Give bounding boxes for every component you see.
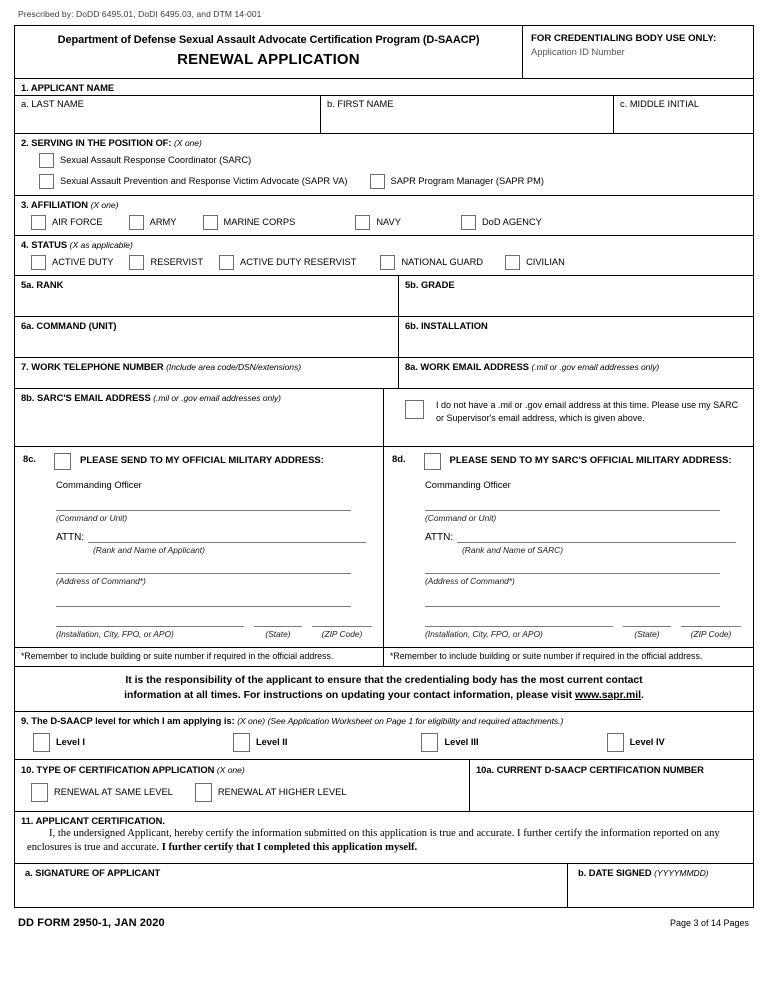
section-2-instruction: (X one) xyxy=(174,137,202,148)
form-footer xyxy=(14,908,754,929)
sarc-official-military-address-8d xyxy=(384,447,753,647)
level-3-label: Level III xyxy=(444,737,479,748)
status-options-row xyxy=(21,255,748,270)
section-3-title xyxy=(21,199,748,210)
renewal-same-level-label: RENEWAL AT SAME LEVEL xyxy=(54,787,173,798)
installation-city-segment-8c[interactable] xyxy=(56,626,244,639)
section-8d-header xyxy=(392,451,745,470)
checkbox-icon[interactable] xyxy=(505,255,520,270)
status-option-civilian-label: CIVILIAN xyxy=(526,257,565,268)
section-4-row xyxy=(15,236,753,276)
section-6-row xyxy=(15,317,753,358)
address-of-command-line-8c[interactable] xyxy=(56,573,375,586)
attn-label-8d: ATTN: xyxy=(425,531,454,543)
checkbox-icon[interactable] xyxy=(461,215,476,230)
checkbox-icon[interactable] xyxy=(129,255,144,270)
section-9-block xyxy=(15,712,753,759)
section-11-title: 11. APPLICANT CERTIFICATION. xyxy=(21,814,165,826)
last-name-label: a. LAST NAME xyxy=(21,98,84,109)
affiliation-option-marine-corps-label: MARINE CORPS xyxy=(223,217,296,228)
section-4-instruction: (X as applicable) xyxy=(69,239,133,250)
no-email-option[interactable] xyxy=(399,389,753,446)
section-4-title xyxy=(21,239,748,250)
section-2-row xyxy=(15,134,753,196)
address-second-rule xyxy=(56,606,351,607)
affiliation-option-dod-agency-label: DoD AGENCY xyxy=(481,217,542,228)
applicant-name-fields-row xyxy=(15,96,753,134)
section-8c-title: PLEASE SEND TO MY OFFICIAL MILITARY ADDRESS: xyxy=(80,454,324,466)
level-options-row xyxy=(21,733,748,752)
zip-segment-8d[interactable] xyxy=(681,626,741,639)
installation-city-segment-8d[interactable] xyxy=(425,626,613,639)
section-2-block xyxy=(15,134,753,195)
rank-field[interactable] xyxy=(15,276,399,316)
work-telephone-field[interactable] xyxy=(15,358,399,388)
section-4-title-text: 4. STATUS xyxy=(21,238,68,250)
checkbox-icon[interactable] xyxy=(355,215,370,230)
command-or-unit-line-8c[interactable] xyxy=(56,510,375,523)
section-3-instruction: (X one) xyxy=(90,199,119,210)
credentialing-body-title: FOR CREDENTIALING BODY USE ONLY: xyxy=(531,33,717,44)
installation-field[interactable] xyxy=(399,317,753,357)
position-option-sarc-label: Sexual Assault Response Coordinator (SARC) xyxy=(60,155,252,166)
section-9-row xyxy=(15,712,753,760)
checkbox-icon[interactable] xyxy=(129,215,144,230)
checkbox-icon[interactable] xyxy=(203,215,218,230)
section-10-row xyxy=(15,760,753,812)
address-of-command-line-8d[interactable] xyxy=(425,573,745,586)
status-option-active-duty-reservist-label: ACTIVE DUTY RESERVIST xyxy=(240,257,357,268)
sarc-email-field[interactable] xyxy=(15,389,384,446)
affiliation-option-air-force-label: AIR FORCE xyxy=(52,217,103,228)
section-3-title-text: 3. AFFILIATION xyxy=(21,198,89,210)
section-9-instruction: (X one) xyxy=(237,715,266,726)
level-2-label: Level II xyxy=(255,737,288,748)
no-email-statement: I do not have a .mil or .gov email address at this time. Please use my SARC or Supervisor's email address, which is given above. xyxy=(436,399,739,423)
form-title-block xyxy=(15,26,523,78)
responsibility-line-2-text: information at all times. For instructions on updating your contact information, please visit xyxy=(124,690,575,702)
address-second-line-8c[interactable] xyxy=(56,606,375,607)
work-email-hint: (.mil or .gov email addresses only) xyxy=(531,361,660,372)
command-or-unit-line-8d[interactable] xyxy=(425,510,745,523)
attn-caption-8c: (Rank and Name of Applicant) xyxy=(93,544,205,555)
commanding-officer-8c: Commanding Officer xyxy=(56,478,142,490)
attn-line-8c[interactable] xyxy=(56,532,375,543)
sarc-email-hint: (.mil or .gov email addresses only) xyxy=(153,392,281,403)
section-10-instruction: (X one) xyxy=(216,764,245,775)
form-identifier: DD FORM 2950-1, JAN 2020 xyxy=(18,916,165,929)
first-name-field[interactable] xyxy=(321,96,614,133)
application-id-label: Application ID Number xyxy=(531,45,625,57)
zip-caption: (ZIP Code) xyxy=(690,628,732,639)
work-telephone-hint: (Include area code/DSN/extensions) xyxy=(166,361,301,372)
responsibility-line-2-end: . xyxy=(641,690,644,702)
section-8d-footnote: *Remember to include building or suite number if required in the official address. xyxy=(390,650,703,661)
command-unit-label: 6a. COMMAND (UNIT) xyxy=(21,319,117,331)
installation-city-caption: (Installation, City, FPO, or APO) xyxy=(425,628,543,639)
renewal-higher-level-label: RENEWAL AT HIGHER LEVEL xyxy=(217,787,347,798)
sapr-website-link[interactable]: www.sapr.mil xyxy=(574,690,642,702)
checkbox-icon[interactable] xyxy=(380,255,395,270)
work-email-field[interactable] xyxy=(399,358,753,388)
signature-row xyxy=(15,864,753,907)
responsibility-line-1: It is the responsibility of the applicant to ensure that the credentialing body has the most current contact xyxy=(125,674,643,686)
address-second-line-8d[interactable] xyxy=(425,606,745,607)
section-5-row xyxy=(15,276,753,317)
official-military-address-8c xyxy=(15,447,383,647)
zip-caption: (ZIP Code) xyxy=(321,628,363,639)
checkbox-icon[interactable] xyxy=(39,174,54,189)
section-8d-title: PLEASE SEND TO MY SARC'S OFFICIAL MILITARY ADDRESS: xyxy=(449,454,732,466)
signature-label: a. SIGNATURE OF APPLICANT xyxy=(25,866,161,878)
first-name-label: b. FIRST NAME xyxy=(327,98,394,109)
command-or-unit-rule xyxy=(56,510,351,511)
checkbox-icon[interactable] xyxy=(195,783,212,802)
section-2-title xyxy=(21,137,748,148)
checkbox-icon[interactable] xyxy=(54,453,71,470)
section-2-title-text: 2. SERVING IN THE POSITION OF: xyxy=(21,136,172,148)
dd-form-2950-1 xyxy=(14,25,754,908)
form-title: RENEWAL APPLICATION xyxy=(177,50,360,68)
installation-city-caption: (Installation, City, FPO, or APO) xyxy=(56,628,174,639)
state-caption: (State) xyxy=(634,628,660,639)
zip-rule xyxy=(681,626,741,627)
form-header-row xyxy=(15,26,753,79)
affiliation-options-row xyxy=(21,215,748,230)
certification-statement-bold: I further certify that I completed this application myself. xyxy=(161,841,418,853)
command-or-unit-caption: (Command or Unit) xyxy=(56,512,128,523)
status-option-reservist-label: RESERVIST xyxy=(150,257,204,268)
section-9-title-text: 9. The D-SAACP level for which I am applying is: xyxy=(21,714,235,726)
checkbox-icon[interactable] xyxy=(31,255,46,270)
zip-segment-8c[interactable] xyxy=(312,626,372,639)
status-option-national-guard-label: NATIONAL GUARD xyxy=(401,257,484,268)
section-8c-number: 8c. xyxy=(23,452,37,464)
section-8c-block xyxy=(15,447,384,666)
program-title: Department of Defense Sexual Assault Advocate Certification Program (D-SAACP) xyxy=(57,34,480,46)
checkbox-icon[interactable] xyxy=(405,400,424,419)
state-rule xyxy=(623,626,671,627)
section-8b-spacer xyxy=(384,389,399,446)
middle-initial-field[interactable] xyxy=(614,96,753,133)
level-1-label: Level I xyxy=(56,737,85,748)
grade-label: 5b. GRADE xyxy=(405,278,455,290)
address-second-rule xyxy=(425,606,720,607)
section-3-row xyxy=(15,196,753,236)
attn-rule xyxy=(88,542,366,543)
section-9-title xyxy=(21,715,748,726)
current-certification-number-field[interactable] xyxy=(470,760,753,811)
prescribed-by-line: Prescribed by: DoDD 6495.01, DoDI 6495.03, and DTM 14-001 xyxy=(18,9,262,19)
section-8c-footnote-wrap xyxy=(15,647,383,666)
section-3-block xyxy=(15,196,753,235)
city-state-zip-line-8d[interactable] xyxy=(425,626,745,639)
state-rule xyxy=(254,626,302,627)
middle-initial-label: c. MIDDLE INITIAL xyxy=(620,98,700,109)
sarc-email-label: 8b. SARC'S EMAIL ADDRESS xyxy=(21,391,151,403)
position-option-saprva-label: Sexual Assault Prevention and Response Victim Advocate (SAPR VA) xyxy=(60,176,348,187)
section-10-title-text: 10. TYPE OF CERTIFICATION APPLICATION xyxy=(21,763,215,775)
section-8c-header xyxy=(23,451,375,470)
date-signed-format: (YYYYMMDD) xyxy=(654,867,709,878)
grade-field[interactable] xyxy=(399,276,753,316)
address-of-command-rule xyxy=(425,573,720,574)
rank-label: 5a. RANK xyxy=(21,278,64,290)
work-telephone-label: 7. WORK TELEPHONE NUMBER xyxy=(21,360,164,372)
section-11-title-row xyxy=(15,812,753,864)
state-caption: (State) xyxy=(265,628,291,639)
section-4-block xyxy=(15,236,753,275)
command-unit-field[interactable] xyxy=(15,317,399,357)
checkbox-icon[interactable] xyxy=(424,453,441,470)
date-signed-label: b. DATE SIGNED xyxy=(578,866,652,878)
installation-city-rule xyxy=(56,626,244,627)
attn-rule xyxy=(457,542,736,543)
checkbox-icon[interactable] xyxy=(219,255,234,270)
section-8d-number: 8d. xyxy=(392,452,406,464)
installation-city-rule xyxy=(425,626,613,627)
address-of-command-caption: (Address of Command*) xyxy=(56,575,146,586)
signature-field[interactable] xyxy=(15,864,568,907)
section-8c-footnote: *Remember to include building or suite number if required in the official address. xyxy=(21,650,334,661)
section-8b-row xyxy=(15,389,753,447)
section-8d-footnote-wrap xyxy=(384,647,753,666)
attn-line-8d[interactable] xyxy=(425,532,745,543)
installation-label: 6b. INSTALLATION xyxy=(405,319,488,331)
attn-caption-8d: (Rank and Name of SARC) xyxy=(462,544,564,555)
checkbox-icon[interactable] xyxy=(607,733,624,752)
responsibility-banner-row xyxy=(15,667,753,712)
state-segment-8d[interactable] xyxy=(623,626,671,639)
command-or-unit-caption: (Command or Unit) xyxy=(425,512,497,523)
affiliation-option-army-label: ARMY xyxy=(149,217,177,228)
position-option-saprpm-label: SAPR Program Manager (SAPR PM) xyxy=(390,176,544,187)
checkbox-icon[interactable] xyxy=(31,783,48,802)
section-8d-block xyxy=(384,447,753,666)
page-number: Page 3 of 14 Pages xyxy=(669,917,749,928)
commanding-officer-8d: Commanding Officer xyxy=(425,478,511,490)
certification-statement-text: I, the undersigned Applicant, hereby certify the information submitted on this application is true and accurate. I further certify the information reported on any enclosures is true and accurate. xyxy=(27,827,720,853)
status-option-active-duty-label: ACTIVE DUTY xyxy=(52,257,114,268)
credentialing-body-block xyxy=(523,26,753,78)
section-10-block xyxy=(15,760,470,811)
attn-label-8c: ATTN: xyxy=(56,531,85,543)
responsibility-statement xyxy=(15,667,753,711)
checkbox-icon[interactable] xyxy=(39,153,54,168)
checkbox-icon[interactable] xyxy=(31,215,46,230)
section-10-title xyxy=(21,764,464,775)
date-signed-field[interactable] xyxy=(568,864,753,907)
level-4-label: Level IV xyxy=(629,737,665,748)
work-email-label: 8a. WORK EMAIL ADDRESS xyxy=(405,360,529,372)
current-certification-number-label: 10a. CURRENT D-SAACP CERTIFICATION NUMBER xyxy=(476,763,704,775)
affiliation-option-navy-label: NAVY xyxy=(376,217,401,228)
checkbox-icon[interactable] xyxy=(421,733,438,752)
city-state-zip-line-8c[interactable] xyxy=(56,626,375,639)
section-1-title: 1. APPLICANT NAME xyxy=(21,81,115,93)
certification-statement xyxy=(21,826,748,859)
responsibility-line-2 xyxy=(35,688,733,704)
last-name-field[interactable] xyxy=(15,96,321,133)
checkbox-icon[interactable] xyxy=(233,733,250,752)
section-8c-8d-row xyxy=(15,447,753,667)
position-option-sarc[interactable] xyxy=(39,153,748,168)
certification-type-options-row xyxy=(21,783,464,802)
section-7-8a-row xyxy=(15,358,753,389)
address-of-command-rule xyxy=(56,573,351,574)
address-of-command-caption: (Address of Command*) xyxy=(425,575,515,586)
position-options-row-2 xyxy=(39,174,748,189)
section-1-title-row xyxy=(15,79,753,96)
section-9-note: (See Application Worksheet on Page 1 for eligibility and required attachments.) xyxy=(267,715,564,726)
checkbox-icon[interactable] xyxy=(33,733,50,752)
checkbox-icon[interactable] xyxy=(370,174,385,189)
state-segment-8c[interactable] xyxy=(254,626,302,639)
command-or-unit-rule xyxy=(425,510,720,511)
section-11-block xyxy=(15,812,753,863)
zip-rule xyxy=(312,626,372,627)
